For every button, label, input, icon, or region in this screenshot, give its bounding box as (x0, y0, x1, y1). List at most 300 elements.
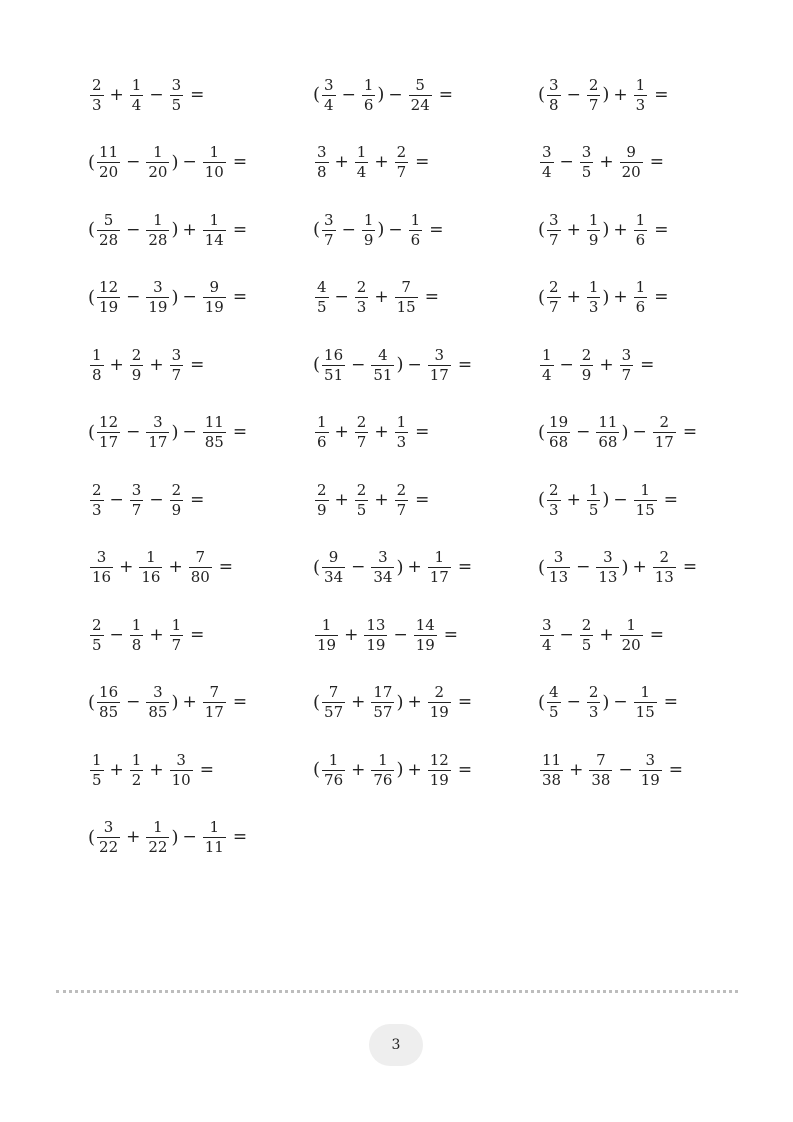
denominator: 28 (148, 230, 168, 249)
numerator: 3 (103, 818, 114, 836)
denominator: 2 (131, 770, 142, 789)
minus-operator: − (388, 219, 403, 240)
minus-operator: − (341, 84, 356, 105)
problem-row (88, 475, 768, 525)
fraction (315, 145, 329, 180)
numerator: 14 (415, 615, 435, 634)
fraction (547, 550, 570, 585)
equals-sign: = (218, 557, 234, 577)
denominator: 9 (131, 365, 142, 384)
fraction (362, 210, 376, 249)
open-paren: ( (88, 826, 96, 848)
open-paren: ( (88, 286, 96, 308)
problem-item (313, 543, 472, 593)
problem-item (88, 273, 247, 323)
denominator: 4 (542, 365, 552, 384)
minus-operator: − (388, 84, 403, 105)
denominator: 19 (429, 770, 449, 789)
problem-item (313, 678, 472, 728)
numerator: 3 (603, 548, 613, 566)
problem-item (313, 273, 439, 323)
numerator: 17 (373, 683, 393, 701)
numerator: 1 (635, 278, 646, 296)
fraction (90, 550, 113, 585)
minus-operator: − (559, 152, 574, 172)
equals-sign: = (232, 422, 248, 442)
fraction (203, 210, 226, 249)
minus-operator: − (351, 354, 366, 375)
fraction (580, 145, 594, 180)
numerator: 4 (378, 345, 388, 364)
open-paren: ( (538, 556, 546, 578)
fraction (355, 145, 369, 180)
numerator: 2 (581, 615, 592, 634)
fraction (322, 210, 336, 249)
plus-operator: + (126, 827, 141, 847)
numerator: 3 (324, 210, 334, 229)
denominator: 17 (99, 433, 119, 451)
close-paren: ) (396, 354, 404, 375)
numerator: 7 (209, 683, 220, 701)
fraction (203, 280, 226, 315)
fraction (362, 75, 376, 114)
numerator: 3 (542, 143, 552, 161)
page-number-badge (369, 1024, 423, 1066)
fraction (130, 750, 144, 789)
numerator: 2 (356, 278, 367, 296)
equals-sign: = (654, 84, 669, 105)
numerator: 3 (581, 143, 592, 161)
fraction (322, 685, 345, 720)
fraction (620, 345, 634, 384)
equals-sign: = (457, 692, 473, 712)
denominator: 7 (171, 635, 182, 654)
numerator: 1 (209, 143, 220, 161)
problem-item (313, 610, 458, 660)
numerator: 1 (356, 143, 367, 161)
minus-operator: − (618, 759, 633, 780)
plus-operator: + (334, 422, 349, 442)
fraction (90, 480, 104, 519)
fraction (170, 750, 193, 789)
plus-operator: + (119, 557, 134, 577)
denominator: 17 (429, 365, 449, 384)
close-paren: ) (171, 286, 179, 308)
denominator: 19 (366, 635, 386, 654)
numerator: 3 (324, 75, 334, 94)
numerator: 3 (131, 480, 142, 499)
open-paren: ( (313, 556, 321, 578)
numerator: 13 (366, 615, 386, 634)
fraction (146, 820, 169, 855)
fraction (322, 345, 345, 384)
close-paren: ) (396, 556, 404, 578)
close-paren: ) (396, 759, 404, 780)
numerator: 1 (640, 683, 650, 701)
problem-row (88, 273, 768, 323)
numerator: 4 (317, 278, 327, 296)
fraction (428, 685, 451, 720)
numerator: 2 (396, 143, 407, 161)
plus-operator: + (599, 354, 614, 375)
close-paren: ) (377, 84, 385, 105)
close-paren: ) (377, 219, 385, 240)
open-paren: ( (538, 421, 546, 443)
equals-sign: = (438, 84, 453, 105)
fraction (634, 480, 657, 519)
fraction (170, 615, 184, 654)
fraction (322, 750, 345, 789)
plus-operator: + (566, 489, 581, 510)
numerator: 12 (429, 750, 449, 769)
minus-operator: − (341, 219, 356, 240)
fraction (540, 615, 554, 654)
plus-operator: + (149, 624, 164, 645)
fraction (203, 685, 226, 720)
numerator: 3 (317, 143, 327, 161)
fraction (130, 75, 144, 114)
numerator: 11 (204, 413, 224, 431)
equals-sign: = (682, 557, 698, 577)
numerator: 1 (317, 413, 327, 431)
plus-operator: + (569, 759, 584, 780)
equals-sign: = (424, 287, 439, 307)
fraction (189, 550, 212, 585)
denominator: 7 (396, 500, 407, 519)
fraction (130, 615, 144, 654)
denominator: 9 (581, 365, 592, 384)
numerator: 16 (99, 683, 119, 701)
numerator: 1 (378, 750, 388, 769)
problem-item (538, 678, 678, 728)
fraction (540, 145, 554, 180)
equals-sign: = (190, 84, 205, 105)
denominator: 19 (640, 770, 660, 789)
numerator: 1 (92, 750, 102, 769)
problem-row (88, 543, 768, 593)
denominator: 10 (171, 770, 191, 789)
fraction (355, 415, 369, 450)
numerator: 9 (626, 143, 636, 161)
denominator: 3 (92, 500, 102, 519)
problem-item (313, 475, 429, 525)
fraction (170, 75, 184, 114)
problem-row (88, 408, 768, 458)
denominator: 7 (396, 163, 407, 181)
problem-row (88, 340, 768, 390)
problem-item (88, 475, 204, 525)
numerator: 2 (92, 75, 102, 94)
open-paren: ( (313, 219, 321, 240)
numerator: 12 (99, 413, 119, 431)
minus-operator: − (334, 287, 349, 307)
denominator: 17 (148, 433, 168, 451)
numerator: 2 (659, 548, 670, 566)
numerator: 1 (588, 210, 599, 229)
equals-sign: = (429, 219, 444, 240)
denominator: 24 (410, 95, 430, 114)
denominator: 9 (317, 500, 327, 519)
numerator: 3 (549, 210, 559, 229)
close-paren: ) (602, 489, 610, 510)
plus-operator: + (168, 557, 183, 577)
numerator: 3 (645, 750, 655, 769)
numerator: 3 (153, 413, 163, 431)
denominator: 6 (635, 230, 646, 249)
fraction (587, 480, 601, 519)
denominator: 9 (588, 230, 599, 249)
denominator: 19 (317, 635, 337, 654)
fraction (355, 480, 369, 519)
equals-sign: = (415, 489, 430, 510)
fraction (547, 415, 570, 450)
problem-item (313, 340, 472, 390)
denominator: 16 (92, 568, 112, 586)
numerator: 3 (434, 345, 445, 364)
equals-sign: = (640, 354, 655, 375)
close-paren: ) (171, 421, 179, 443)
plus-operator: + (109, 354, 124, 375)
minus-operator: − (182, 287, 197, 307)
fraction (589, 750, 612, 789)
numerator: 1 (131, 750, 142, 769)
fraction (97, 820, 120, 855)
fraction (547, 280, 561, 315)
fraction (97, 145, 120, 180)
equals-sign: = (457, 557, 473, 577)
numerator: 1 (92, 345, 102, 364)
fraction (428, 550, 451, 585)
fraction (414, 615, 437, 654)
open-paren: ( (88, 691, 96, 713)
fraction (395, 480, 409, 519)
problem-item (538, 70, 668, 120)
denominator: 57 (324, 703, 344, 721)
denominator: 20 (621, 635, 641, 654)
denominator: 57 (373, 703, 393, 721)
fraction (315, 415, 329, 450)
problem-item (88, 610, 204, 660)
numerator: 2 (92, 480, 102, 499)
denominator: 3 (549, 500, 559, 519)
problem-row (88, 610, 768, 660)
numerator: 7 (195, 548, 205, 566)
fraction (620, 615, 643, 654)
plus-operator: + (613, 219, 628, 240)
minus-operator: − (149, 489, 164, 510)
denominator: 85 (99, 703, 119, 721)
open-paren: ( (88, 219, 96, 240)
numerator: 1 (434, 548, 445, 566)
minus-operator: − (126, 692, 141, 712)
numerator: 19 (549, 413, 569, 431)
numerator: 2 (171, 480, 182, 499)
numerator: 3 (378, 548, 388, 566)
numerator: 9 (209, 278, 220, 296)
numerator: 2 (396, 480, 407, 499)
close-paren: ) (171, 151, 179, 173)
denominator: 19 (204, 298, 224, 316)
problem-row (88, 813, 768, 863)
equals-sign: = (190, 354, 205, 375)
fraction (634, 685, 657, 720)
denominator: 7 (588, 95, 599, 114)
equals-sign: = (668, 759, 684, 780)
denominator: 34 (373, 568, 393, 586)
minus-operator: − (126, 287, 141, 307)
numerator: 1 (131, 615, 142, 634)
close-paren: ) (396, 691, 404, 713)
numerator: 2 (317, 480, 327, 499)
numerator: 7 (596, 750, 606, 769)
equals-sign: = (232, 827, 248, 847)
plus-operator: + (334, 489, 349, 510)
fraction (580, 615, 594, 654)
numerator: 4 (549, 683, 559, 701)
fraction (90, 615, 104, 654)
denominator: 20 (99, 163, 119, 181)
plus-operator: + (374, 287, 389, 307)
fraction (322, 550, 345, 585)
fraction (639, 750, 662, 789)
problem-item (88, 340, 204, 390)
numerator: 1 (321, 615, 332, 634)
plus-operator: + (351, 759, 366, 780)
fraction (146, 145, 169, 180)
fraction (653, 415, 676, 450)
plus-operator: + (334, 152, 349, 172)
numerator: 11 (99, 143, 119, 161)
open-paren: ( (538, 219, 546, 240)
denominator: 13 (598, 568, 618, 586)
denominator: 5 (549, 703, 559, 721)
equals-sign: = (232, 287, 248, 307)
problem-item (88, 70, 204, 120)
minus-operator: − (393, 624, 408, 645)
denominator: 85 (148, 703, 168, 721)
problem-item (88, 205, 247, 255)
numerator: 1 (131, 75, 142, 94)
minus-operator: − (149, 84, 164, 105)
denominator: 38 (591, 770, 611, 789)
problem-row (88, 205, 768, 255)
numerator: 11 (542, 750, 562, 769)
denominator: 68 (549, 433, 569, 451)
equals-sign: = (457, 354, 473, 375)
denominator: 51 (324, 365, 344, 384)
fraction (371, 550, 394, 585)
denominator: 7 (621, 365, 632, 384)
numerator: 1 (171, 615, 182, 634)
problem-row (88, 70, 768, 120)
numerator: 2 (92, 615, 102, 634)
denominator: 4 (324, 95, 334, 114)
close-paren: ) (171, 826, 179, 848)
numerator: 1 (363, 75, 374, 94)
denominator: 5 (92, 635, 102, 654)
problem-item (538, 408, 697, 458)
denominator: 13 (549, 568, 569, 586)
fraction (371, 345, 394, 384)
numerator: 1 (209, 210, 220, 229)
problem-item (88, 813, 247, 863)
numerator: 3 (621, 345, 632, 364)
denominator: 8 (549, 95, 559, 114)
fraction (620, 145, 643, 180)
numerator: 1 (542, 345, 552, 364)
problem-row (88, 678, 768, 728)
numerator: 1 (396, 413, 407, 431)
numerator: 3 (176, 750, 186, 769)
plus-operator: + (599, 624, 614, 645)
denominator: 22 (99, 838, 119, 856)
fraction (428, 750, 451, 789)
close-paren: ) (602, 84, 610, 105)
equals-sign: = (654, 219, 669, 240)
fraction (634, 75, 648, 114)
problem-item (538, 138, 664, 188)
minus-operator: − (613, 692, 628, 712)
problem-item (88, 408, 247, 458)
plus-operator: + (344, 624, 359, 645)
denominator: 22 (148, 838, 168, 856)
denominator: 4 (356, 163, 367, 181)
fraction (322, 75, 336, 114)
denominator: 51 (373, 365, 393, 384)
fraction (146, 280, 169, 315)
minus-operator: − (126, 219, 141, 240)
equals-sign: = (682, 422, 698, 442)
fraction (634, 210, 648, 249)
plus-operator: + (374, 422, 389, 442)
numerator: 2 (434, 683, 445, 701)
fraction (97, 210, 120, 249)
problem-item (88, 678, 247, 728)
denominator: 3 (588, 703, 599, 721)
plus-operator: + (613, 287, 628, 307)
fraction (90, 345, 104, 384)
fraction (203, 820, 226, 855)
denominator: 76 (324, 770, 344, 789)
numerator: 7 (401, 278, 411, 296)
numerator: 2 (549, 480, 559, 499)
fraction (315, 480, 329, 519)
fraction (540, 345, 554, 384)
plus-operator: + (566, 219, 581, 240)
denominator: 3 (92, 95, 102, 114)
equals-sign: = (649, 624, 664, 645)
numerator: 5 (103, 210, 114, 229)
denominator: 76 (373, 770, 393, 789)
denominator: 7 (324, 230, 334, 249)
denominator: 80 (190, 568, 210, 586)
numerator: 2 (549, 278, 559, 296)
denominator: 19 (99, 298, 119, 316)
fraction (596, 415, 619, 450)
fraction (540, 750, 563, 789)
plus-operator: + (407, 692, 422, 712)
numerator: 3 (171, 75, 182, 94)
plus-operator: + (149, 759, 164, 780)
problem-row (88, 138, 768, 188)
problem-item (313, 408, 429, 458)
fraction (371, 685, 394, 720)
denominator: 7 (549, 298, 559, 316)
close-paren: ) (621, 556, 629, 578)
denominator: 19 (148, 298, 168, 316)
denominator: 17 (429, 568, 449, 586)
equals-sign: = (232, 219, 248, 240)
